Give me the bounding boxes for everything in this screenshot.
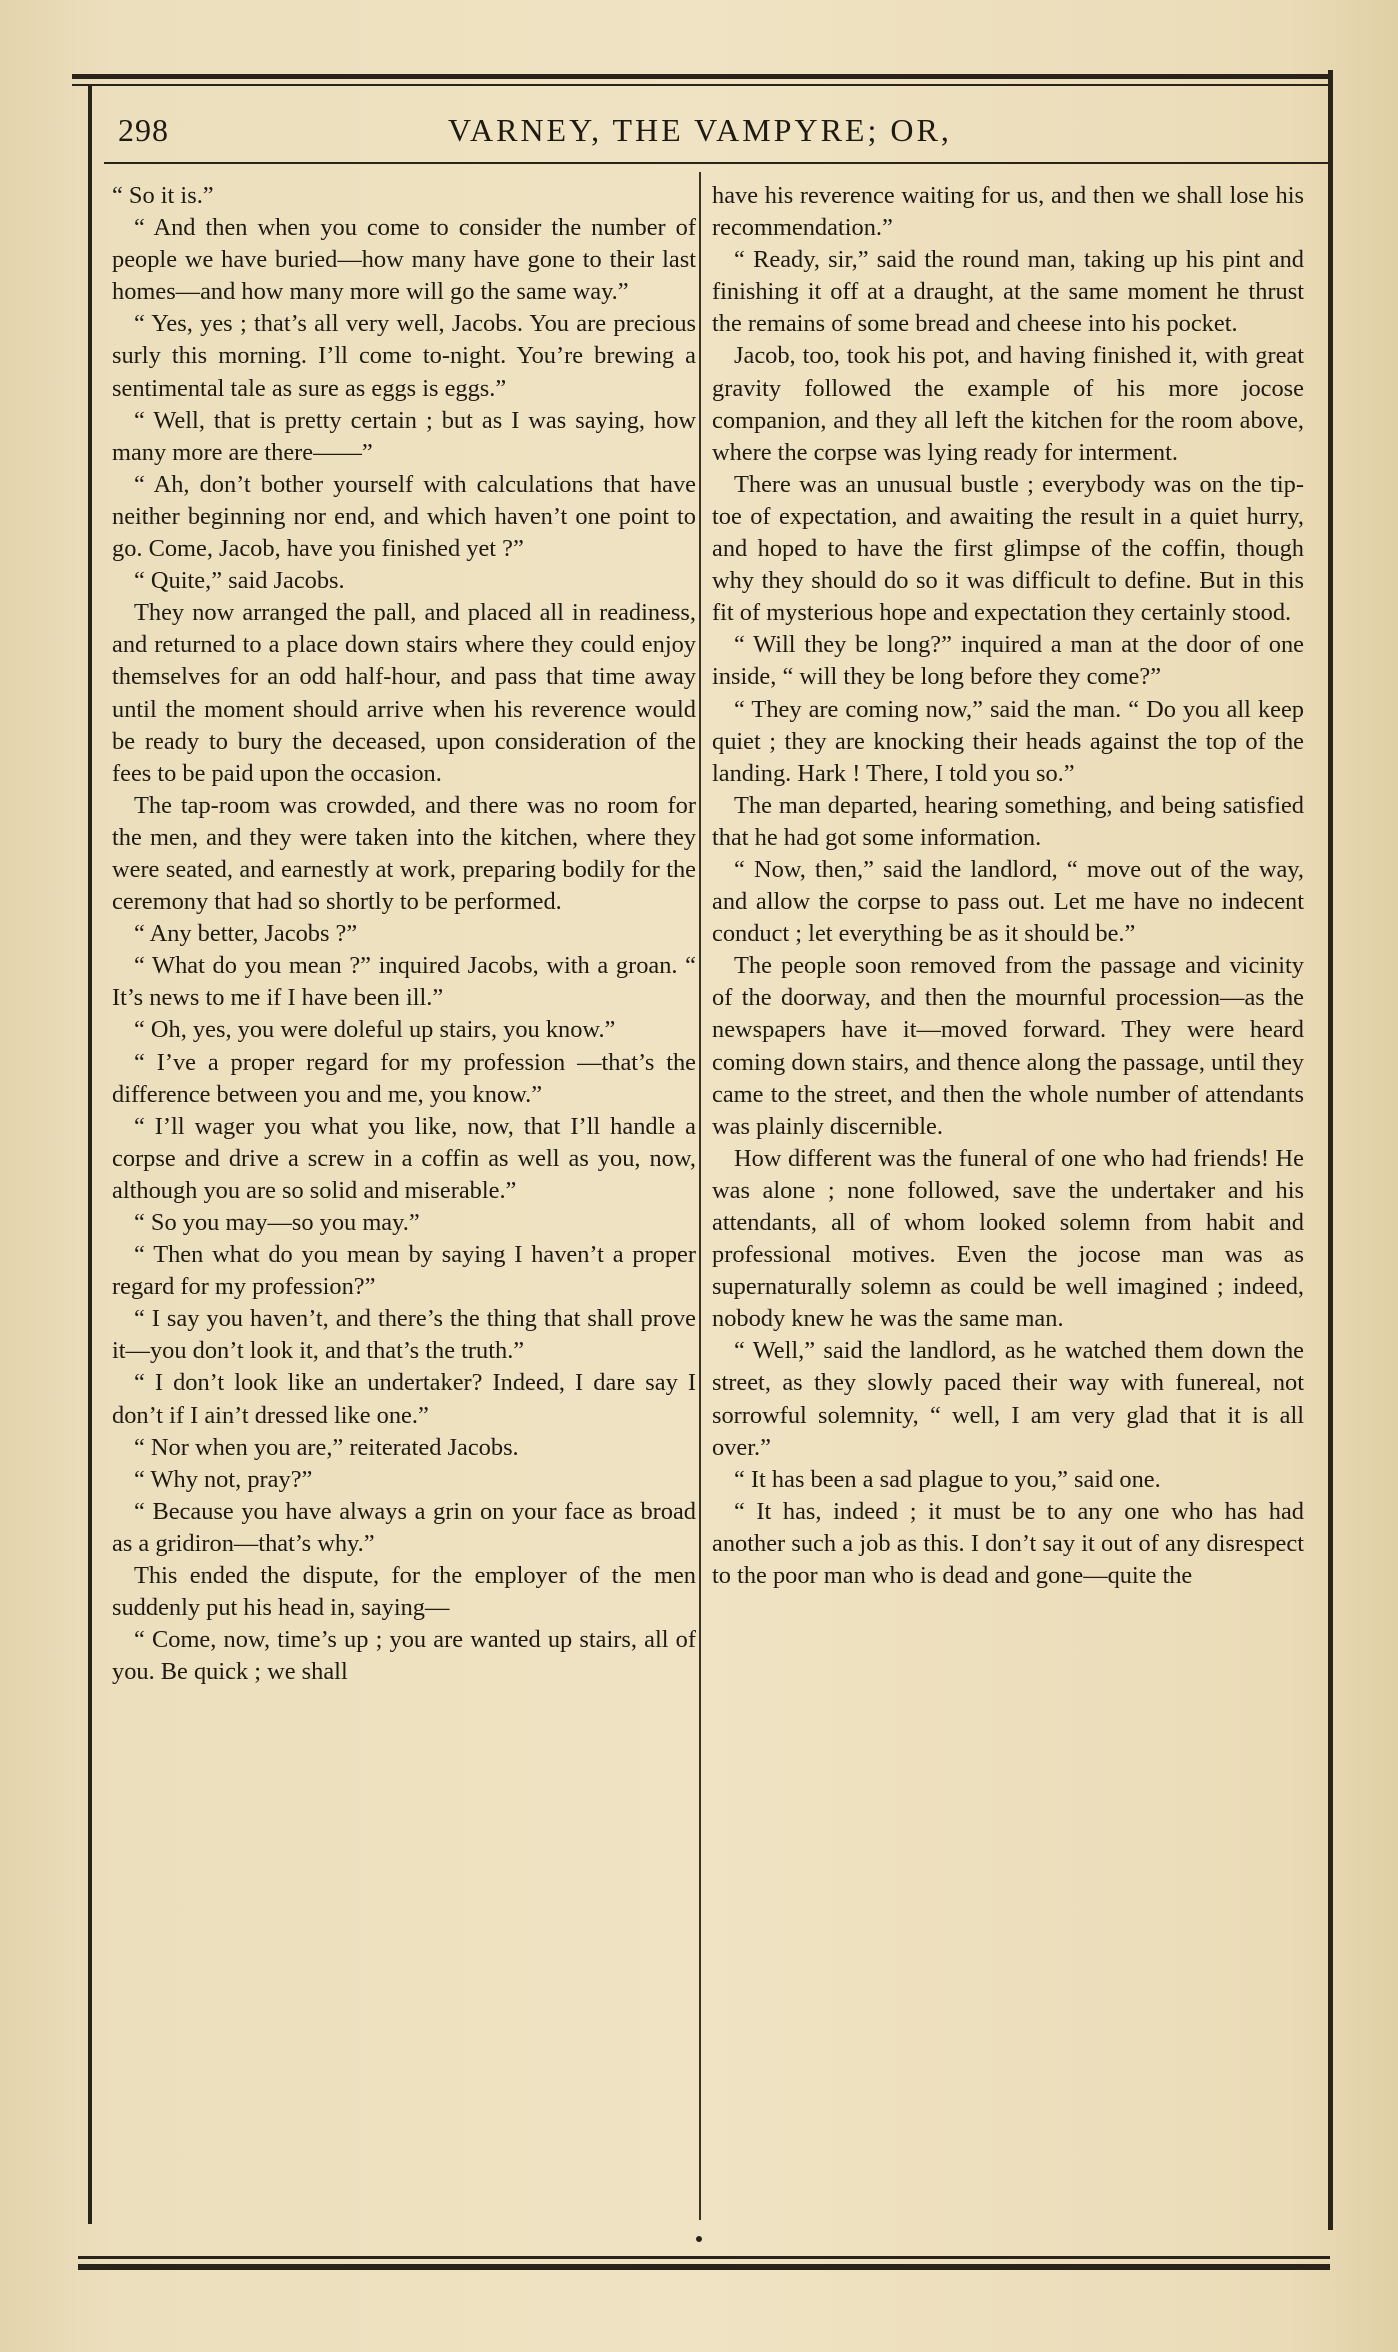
paragraph: Jacob, too, took his pot, and having finished it, with great gravity followed the example of his more jocose companion, and they all left the kitchen for the room above, where the corpse was lying ready for interment. (712, 342, 1304, 466)
top-double-rule (72, 74, 1330, 79)
paragraph: have his reverence waiting for us, and then we shall lose his recommendation.” (712, 182, 1304, 242)
paragraph: “ It has, indeed ; it must be to any one who has had another such a job as this. I don’t say it out of any disrespect to the poor man who is dead and gone—quite the (712, 1497, 1304, 1590)
bottom-thick-rule (78, 2264, 1330, 2270)
paragraph: “ They are coming now,” said the man. “ Do you all keep quiet ; they are knocking their heads against the top of the landing. Hark ! There, I told you so.” (712, 695, 1304, 787)
paragraph: “ It has been a sad plague to you,” said one. (734, 1465, 1161, 1493)
paragraph: “ Now, then,” said the landlord, “ move out of the way, and allow the corpse to pass out. Let me have no indecent conduct ; let everything be as it should be.” (712, 855, 1304, 948)
paragraph: “ I’ll wager you what you like, now, that I’ll handle a corpse and drive a screw in a coffin as well as you, now, although you are so solid and miserable.” (112, 1112, 696, 1204)
bottom-thin-rule (78, 2256, 1330, 2259)
paragraph: “ Will they be long?” inquired a man at the door of one inside, “ will they be long before they come?” (712, 631, 1304, 691)
right-column (712, 180, 1304, 1592)
left-frame-rule (88, 84, 92, 2224)
paragraph: “ Come, now, time’s up ; you are wanted up stairs, all of you. Be quick ; we shall (112, 1626, 696, 1686)
paragraph: “ What do you mean ?” inquired Jacobs, with a groan. “ It’s news to me if I have been ill.” (112, 952, 696, 1012)
paragraph: They now arranged the pall, and placed all in readiness, and returned to a place down stairs where they could enjoy themselves for an odd half-hour, and pass that time away until the moment should arrive when his reverence would be ready to bury the deceased, upon consideration of the fees to be paid upon the occasion. (112, 599, 696, 787)
paragraph: “ Why not, pray?” (134, 1465, 313, 1493)
top-thin-rule (72, 84, 1330, 86)
header-rule (104, 162, 1328, 164)
paragraph: How different was the funeral of one who had friends! He was alone ; none followed, save the undertaker and his attendants, all of whom looked solemn from habit and professional motives. Even the jocose man was as supernaturally solemn as could be well imagined ; indeed, nobody knew he was the same man. (712, 1144, 1304, 1333)
paragraph: The tap-room was crowded, and there was no room for the men, and they were taken into the kitchen, where they were seated, and earnestly at work, preparing bodily for the ceremony that had so shortly to be performed. (112, 791, 696, 916)
paragraph: “ Quite,” said Jacobs. (134, 567, 345, 595)
paragraph: “ Then what do you mean by saying I haven’t a proper regard for my profession?” (112, 1241, 696, 1301)
left-column (112, 180, 696, 1688)
printer-mark (696, 2236, 702, 2242)
paragraph: “ I say you haven’t, and there’s the thing that shall prove it—you don’t look it, and that’s the truth.” (112, 1305, 696, 1365)
paragraph: This ended the dispute, for the employer of the men suddenly put his head in, saying— (112, 1562, 696, 1622)
paragraph: “ Any better, Jacobs ?” (134, 920, 358, 948)
paragraph: “ Yes, yes ; that’s all very well, Jacobs. You are precious surly this morning. I’ll come to-night. You’re brewing a sentimental tale as sure as eggs is eggs.” (112, 310, 696, 402)
paragraph: “ Ah, don’t bother yourself with calculations that have neither beginning nor end, and which haven’t one point to go. Come, Jacob, have you finished yet ?” (112, 470, 696, 563)
column-divider (699, 172, 701, 2220)
paragraph: “ Oh, yes, you were doleful up stairs, you know.” (134, 1016, 616, 1044)
paragraph: “ So you may—so you may.” (134, 1209, 420, 1236)
page-number: 298 (118, 112, 169, 148)
paragraph: “ So it is.” (112, 182, 214, 209)
paragraph: “ And then when you come to consider the number of people we have buried—how many have gone to their last homes—and how many more will go the same way.” (112, 214, 696, 306)
paragraph: The man departed, hearing something, and being satisfied that he had got some information. (712, 791, 1304, 851)
paragraph: “ Well,” said the landlord, as he watched them down the street, as they slowly paced their way with funereal, not sorrowful solemnity, “ well, I am very glad that it is all over.” (712, 1337, 1304, 1461)
paragraph: “ I don’t look like an undertaker? Indeed, I dare say I don’t if I ain’t dressed like one.” (112, 1369, 696, 1429)
paragraph: “ Nor when you are,” reiterated Jacobs. (134, 1433, 519, 1461)
paragraph: “ Ready, sir,” said the round man, taking up his pint and finishing it off at a draught, at the same moment he thrust the remains of some bread and cheese into his pocket. (712, 246, 1304, 338)
paragraph: There was an unusual bustle ; everybody was on the tip-toe of expectation, and awaiting the result in a quiet hurry, and hoped to have the first glimpse of the coffin, though why they should do so it was difficult to define. But in this fit of mysterious hope and expectation they certainly stood. (712, 470, 1304, 627)
paragraph: “ I’ve a proper regard for my profession —that’s the difference between you and me, you know.” (112, 1048, 696, 1108)
paragraph: “ Because you have always a grin on your face as broad as a gridiron—that’s why.” (112, 1497, 696, 1557)
paragraph: The people soon removed from the passage and vicinity of the doorway, and then the mournful procession—as the newspapers have it—moved forward. They were heard coming down stairs, and thence along the passage, until they came to the street, and then the whole number of attendants was plainly discernible. (712, 952, 1304, 1140)
running-title: VARNEY, THE VAMPYRE; OR, (448, 112, 952, 148)
right-frame-rule (1328, 70, 1333, 2230)
paragraph: “ Well, that is pretty certain ; but as I was saying, how many more are there——” (112, 406, 696, 466)
